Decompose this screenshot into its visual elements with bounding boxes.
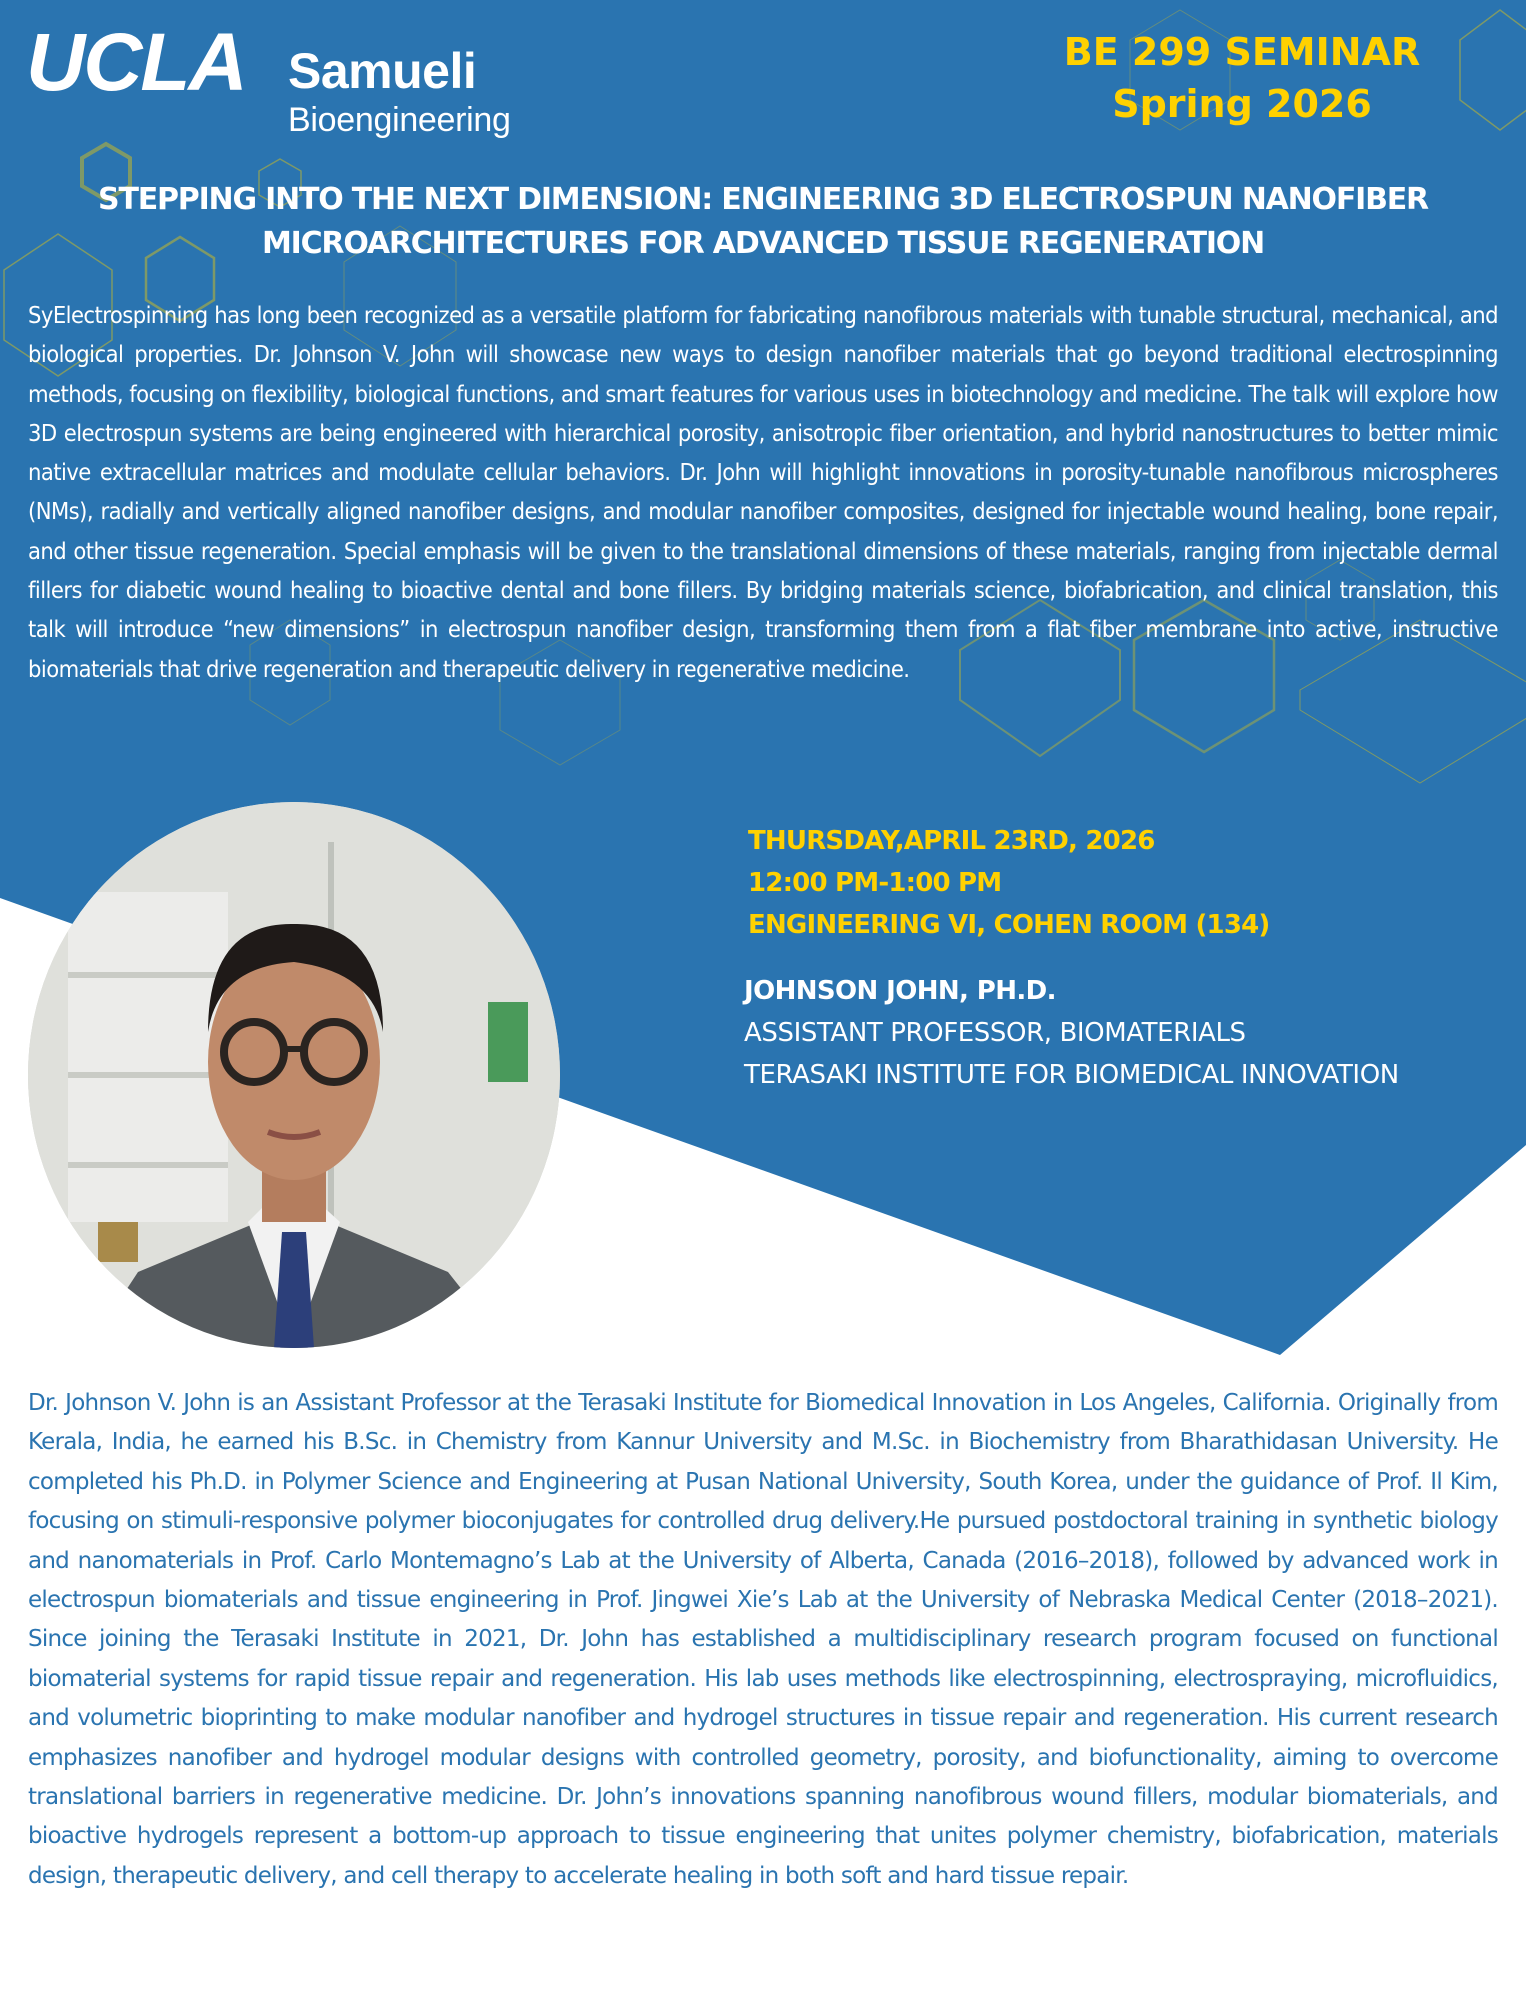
speaker-photo [28,802,560,1348]
event-location: ENGINEERING VI, COHEN ROOM (134) [748,910,1270,940]
event-date: THURSDAY,APRIL 23RD, 2026 [748,826,1155,856]
talk-abstract: SyElectrospinning has long been recognized as a versatile platform for fabricating nanofibrous materials with tunable structural, mechanical, and biological properties. Dr. Johnson V. John will showcase new ways to design nanofiber materials that go beyond traditional electrospinning methods, focusing on flexibility, biological functions, and smart features for various uses in biotechnology and medicine. The talk will explore how 3D electrospun systems are being engineered with hierarchical porosity, anisotropic fiber orientation, and hybrid nanostructures to better mimic native extracellular matrices and modulate cellular behaviors. Dr. John will highlight innovations in porosity-tunable nanofibrous microspheres (NMs), radially and vertically aligned nanofiber designs, and modular nanofiber composites, designed for injectable wound healing, bone repair, and other tissue regeneration. Special emphasis will be given to the translational dimensions of these materials, ranging from injectable dermal fillers for diabetic wound healing to bioactive dental and bone fillers. By bridging materials science, biofabrication, and clinical translation, this talk will introduce “new dimensions” in electrospun nanofiber design, transforming them from a flat fiber membrane into active, instructive biomaterials that drive regeneration and therapeutic delivery in regenerative medicine. [28,301,1498,683]
seminar-term: Spring 2026 [1112,82,1372,126]
speaker-name: JOHNSON JOHN, PH.D. [744,976,1056,1006]
speaker-info [744,970,1399,1096]
speaker-institution: TERASAKI INSTITUTE FOR BIOMEDICAL INNOVATION [744,1060,1399,1090]
event-time: 12:00 PM-1:00 PM [748,868,1002,898]
logo-ucla-wordmark: UCLA [26,17,246,108]
logo-school-name: Samueli [288,43,477,99]
logo-department-name: Bioengineering [288,101,511,139]
seminar-series-heading [1032,26,1452,130]
talk-title-line-2: MICROARCHITECTURES FOR ADVANCED TISSUE REGENERATION [261,226,1265,261]
talk-title-line-1: STEPPING INTO THE NEXT DIMENSION: ENGINEERING 3D ELECTROSPUN NANOFIBER [98,182,1428,217]
talk-title [20,178,1506,266]
speaker-portrait-illustration [28,802,560,1348]
speaker-position: ASSISTANT PROFESSOR, BIOMATERIALS [744,1018,1246,1048]
seminar-series-title: BE 299 SEMINAR [1063,30,1421,74]
speaker-biography: Dr. Johnson V. John is an Assistant Professor at the Terasaki Institute for Biomedical Innovation in Los Angeles, California. Originally from Kerala, India, he earned his B.Sc. in Chemistry from Kannur University and M.Sc. in Biochemistry from Bharathidasan University. He completed his Ph.D. in Polymer Science and Engineering at Pusan National University, South Korea, under the guidance of Prof. Il Kim, focusing on stimuli-responsive polymer bioconjugates for controlled drug delivery.He pursued postdoctoral training in synthetic biology and nanomaterials in Prof. Carlo Montemagno’s Lab at the University of Alberta, Canada (2016–2018), followed by advanced work in electrospun biomaterials and tissue engineering in Prof. Jingwei Xie’s Lab at the University of Nebraska Medical Center (2018–2021). Since joining the Terasaki Institute in 2021, Dr. John has established a multidisciplinary research program focused on functional biomaterial systems for rapid tissue repair and regeneration. His lab uses methods like electrospinning, electrospraying, microfluidics, and volumetric bioprinting to make modular nanofiber and hydrogel structures in tissue repair and regeneration. His current research emphasizes nanofiber and hydrogel modular designs with controlled geometry, porosity, and biofunctionality, aiming to overcome translational barriers in regenerative medicine. Dr. John’s innovations spanning nanofibrous wound fillers, modular biomaterials, and bioactive hydrogels represent a bottom-up approach to tissue engineering that unites polymer chemistry, biofabrication, materials design, therapeutic delivery, and cell therapy to accelerate healing in both soft and hard tissue repair. [28,1390,1498,1889]
event-details [748,820,1270,946]
